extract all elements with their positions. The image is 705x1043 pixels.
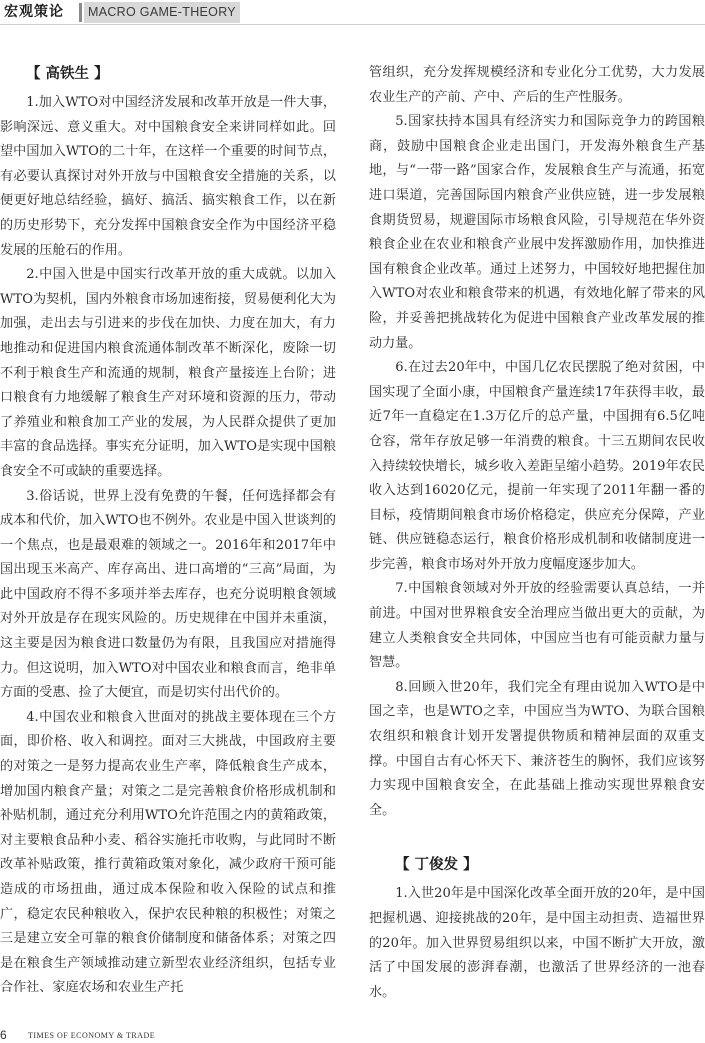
paragraph: 8.回顾入世20年，我们完全有理由说加入WTO是中国之幸，也是WTO之幸，中国应当为WTO、为联合国粮农组织和粮食计划开发署提供物质和精神层面的双重支撑。中国自古有心怀天下、兼济苍生的胸怀，我们应该努力实现中国粮食安全，在此基础上推动实现世界粮食安全。	[369, 679, 705, 818]
paragraph: 2.中国入世是中国实行改革开放的重大成就。以加入WTO为契机，国内外粮食市场加速衔接，贸易便利化大为加强，走出去与引进来的步伐在加快、力度在加大，有力地推动和促进国内粮食流通体制改革不断深化，废除一切不利于粮食生产和流通的规制，粮食产量接连上台阶；进口粮食有力地缓解了粮食生产对环境和资源的压力，带动了养殖业和粮食加工产业的发展，为人民群众提供了更加丰富的食品选择。事实充分证明，加入WTO是实现中国粮食安全不可或缺的重要选择。	[0, 267, 336, 479]
section-spacer	[369, 823, 705, 848]
paragraph-continuation: 管组织，充分发挥规模经济和专业化分工优势，大力发展农业生产的产前、产中、产后的生产性服务。	[369, 65, 705, 105]
paragraph: 1.加入WTO对中国经济发展和改革开放是一件大事，影响深远、意义重大。对中国粮食安全来讲同样如此。回望中国加入WTO的二十年，在这样一个重要的时间节点，有必要认真探讨对外开放与中国粮食安全措施的关系，以便更好地总结经验，搞好、搞活、搞实粮食工作，以在新的历史形势下，充分发挥中国粮食安全作为中国经济平稳发展的压舱石的作用。	[0, 95, 336, 258]
paragraph: 6.在过去20年中，中国几亿农民摆脱了绝对贫困，中国实现了全面小康，中国粮食产量连续17年获得丰收，最近7年一直稳定在1.3万亿斤的总产量，中国拥有6.5亿吨仓容，常年存放足够一年消费的粮食。十三五期间农民收入持续较快增长，城乡收入差距呈缩小趋势。2019年农民收入达到16020亿元，提前一年实现了2011年翻一番的目标，疫情期间粮食市场价格稳定，供应充分保障，产业链、供应链稳态运行，粮食价格形成机制和收储制度进一步完善，粮食市场对外开放力度幅度逐步加大。	[369, 360, 705, 572]
left-column	[0, 57, 336, 1001]
journal-name: TIMES OF ECONOMY & TRADE	[28, 1031, 156, 1040]
paragraph: 7.中国粮食领域对外开放的经验需要认真总结，一并前进。中国对世界粮食安全治理应当做出更大的贡献，为建立人类粮食安全共同体，中国应当也有可能贡献力量与智慧。	[369, 581, 705, 671]
header-rule	[0, 24, 705, 25]
paragraph: 5.国家扶持本国具有经济实力和国际竞争力的跨国粮商，鼓励中国粮食企业走出国门，开发海外粮食生产基地，与“一带一路”国家合作，发展粮食生产与流通，拓宽进口渠道，完善国际国内粮食产业供应链，进一步发展粮食期货贸易，规避国际市场粮食风险，引导规范在华外资粮食企业在农业和粮食产业展中发挥激励作用，加快推进国有粮食企业改革。通过上述努力，中国较好地把握住加入WTO对农业和粮食带来的机遇，有效地化解了带来的风险，并妥善把挑战转化为促进中国粮食产业改革发展的推动力量。	[369, 114, 705, 351]
header-divider	[79, 3, 82, 22]
page-number: 6	[0, 1028, 7, 1042]
author-heading-ding: 【 丁俊发 】	[395, 857, 478, 874]
paragraph: 1.入世20年是中国深化改革全面开放的20年，是中国把握机遇、迎接挑战的20年，是中国主动担责、造福世界的20年。加入世界贸易组织以来，中国不断扩大开放，激活了中国发展的澎湃春潮，也激活了世界经济的一池春水。	[369, 886, 705, 1000]
column-tag: MACRO GAME-THEORY	[84, 2, 240, 23]
paragraph: 4.中国农业和粮食入世面对的挑战主要体现在三个方面，即价格、收入和调控。面对三大挑战，中国政府主要的对策之一是努力提高农业生产率，降低粮食生产成本，增加国内粮食产量；对策之二是完善粮食价格形成机制和补贴机制，通过充分利用WTO允许范围之内的黄箱政策，对主要粮食品种小麦、稻谷实施托市收购，与此同时不断改革补贴政策，推行黄箱政策对象化，减少政府干预可能造成的市场扭曲，通过成本保险和收入保险的试点和推广，稳定农民种粮收入，保护农民种粮的积极性；对策之三是建立安全可靠的粮食价储制度和储备体系；对策之四是在粮食生产领域推动建立新型农业经济组织，包括专业合作社、家庭农场和农业生产托	[0, 709, 336, 996]
author-heading-gao: 【 高铁生 】	[26, 66, 109, 82]
column-title: 宏观策论	[4, 4, 64, 20]
page-header	[0, 0, 705, 26]
paragraph: 3.俗话说，世界上没有免费的午餐，任何选择都会有成本和代价，加入WTO也不例外。农业是中国入世谈判的一个焦点，也是最艰难的领域之一。2016年和2017年中国出现玉米高产、库存高出、进口高增的“三高”局面，为此中国政府不得不多项并举去库存，也充分说明粮食领域对外开放是存在现实风险的。历史规律在中国并未重演，这主要是因为粮食进口数量仍为有限，且我国应对措施得力。但这说明，加入WTO对中国农业和粮食而言，绝非单方面的受惠、捡了大便宜，而是切实付出代价的。	[0, 488, 336, 701]
page-footer	[0, 1027, 705, 1043]
right-column	[369, 61, 705, 1005]
